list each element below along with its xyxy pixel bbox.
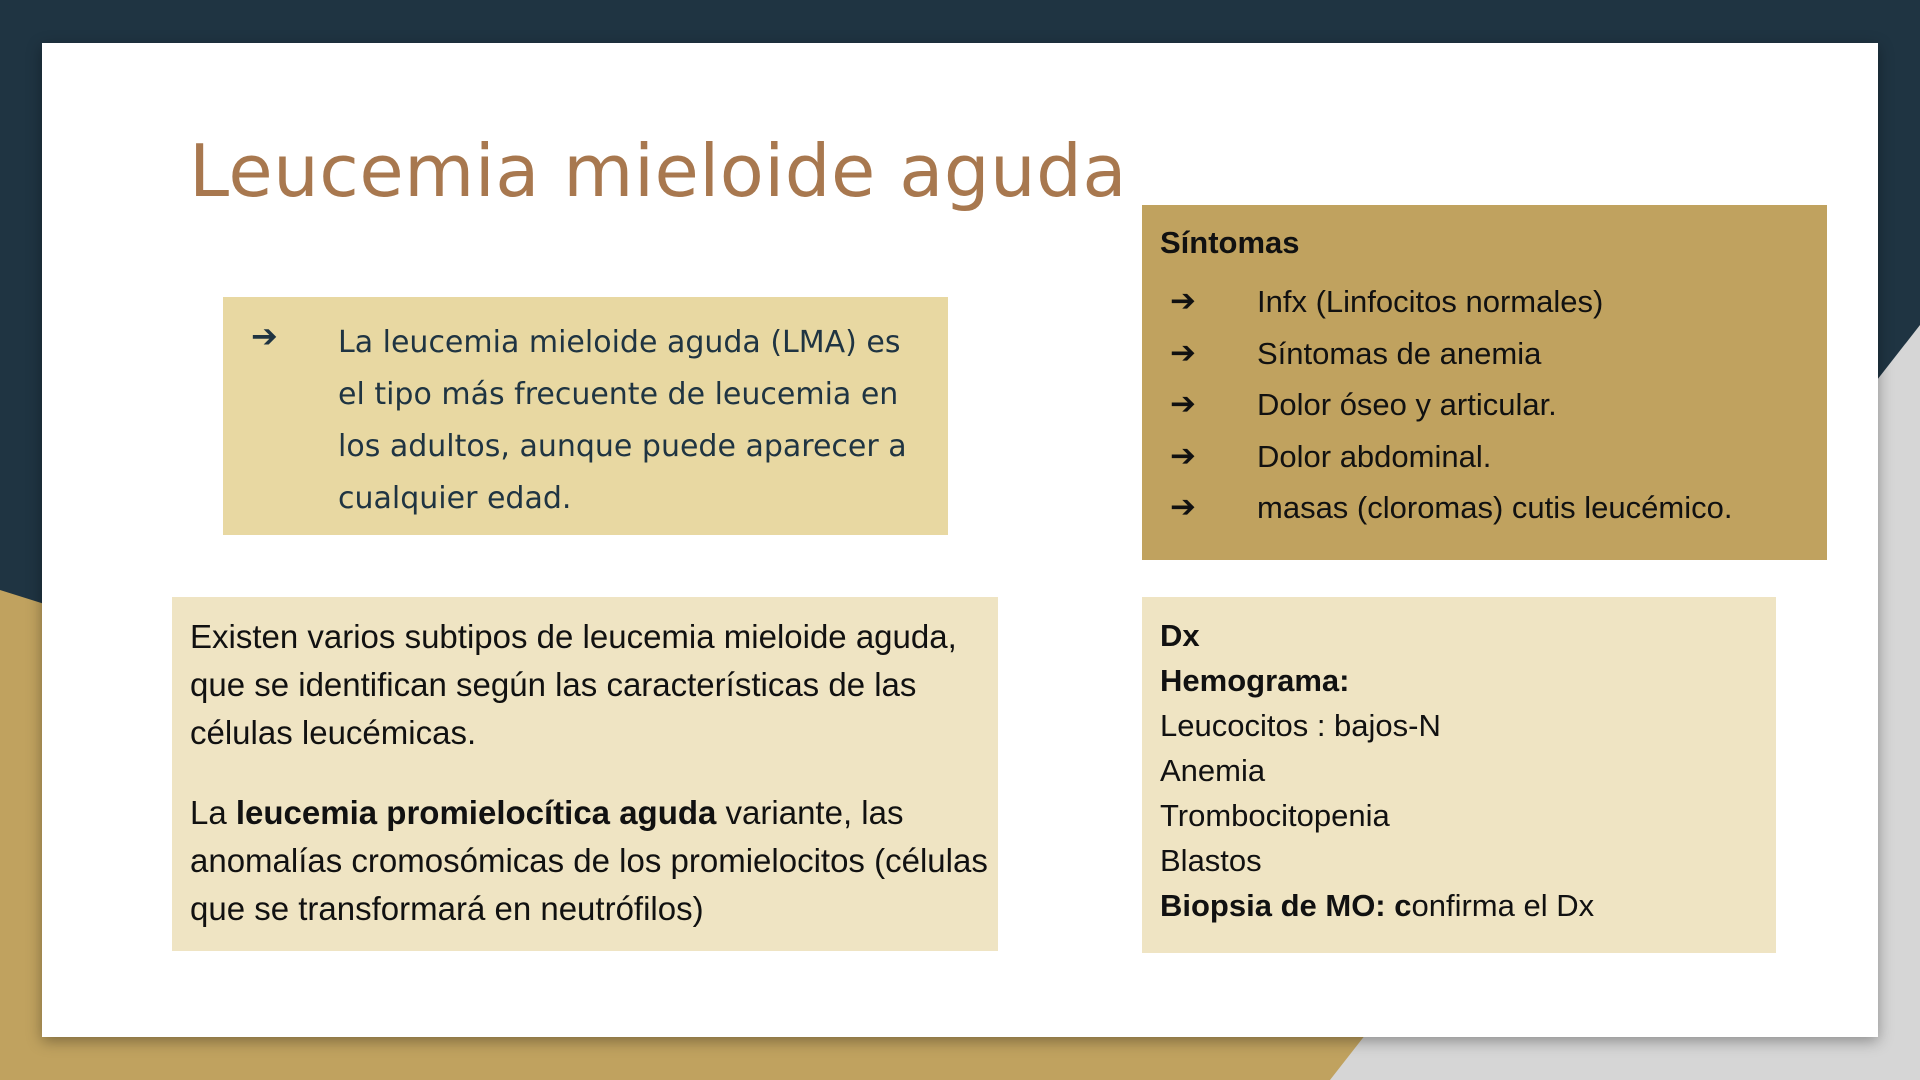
symptom-text: Dolor abdominal. (1257, 438, 1492, 474)
intro-text: La leucemia mieloide aguda (LMA) es el tipo más frecuente de leucemia en los adultos, aunque puede aparecer a cualquier edad. (338, 325, 907, 516)
biopsy-text: onfirma el Dx (1411, 888, 1595, 923)
symptom-item (1142, 386, 1827, 438)
diagnosis-line: Trombocitopenia (1160, 798, 1390, 833)
biopsy-label: Biopsia de MO: c (1160, 888, 1412, 923)
promyelocytic-term: leucemia promielocítica aguda (235, 794, 717, 831)
subtypes-box (172, 597, 998, 951)
promyelocytic-description: variante, las anomalías cromosómicas de los promielocitos (células que se transformará en neutrófilos) (190, 794, 988, 927)
symptoms-heading: Síntomas (1160, 225, 1300, 260)
symptom-text: Síntomas de anemia (1257, 335, 1542, 371)
promyelocytic-paragraph (190, 789, 990, 933)
arrow-right-icon: ➔ (1170, 489, 1196, 525)
symptom-item (1142, 335, 1827, 387)
diagnosis-lines (1160, 613, 1594, 928)
symptom-text: Infx (Linfocitos normales) (1257, 284, 1604, 319)
diagnosis-line: Anemia (1160, 753, 1266, 788)
arrow-right-icon: ➔ (1170, 334, 1196, 371)
symptom-item (1142, 283, 1827, 335)
symptom-text: Dolor óseo y articular. (1257, 387, 1557, 422)
symptoms-list (1142, 283, 1827, 541)
biopsy-line (1160, 883, 1594, 928)
diagnosis-line: Leucocitos : bajos-N (1160, 708, 1441, 743)
arrow-right-icon: ➔ (251, 317, 278, 355)
hemograma-label: Hemograma: (1160, 663, 1350, 698)
arrow-right-icon: ➔ (1170, 437, 1196, 474)
subtypes-paragraph: Existen varios subtipos de leucemia mieloide aguda, que se identifican según las características de las células leucémicas. (190, 618, 957, 751)
slide (42, 43, 1878, 1037)
symptom-item (1142, 489, 1827, 541)
slide-title: Leucemia mieloide aguda (189, 129, 1127, 213)
arrow-right-icon: ➔ (1170, 283, 1196, 319)
symptom-item (1142, 438, 1827, 490)
intro-box (223, 297, 948, 535)
arrow-right-icon: ➔ (1170, 386, 1196, 422)
symptom-text: masas (cloromas) cutis leucémico. (1257, 490, 1733, 525)
diagnosis-heading: Dx (1160, 618, 1200, 653)
promyelocytic-prefix: La (190, 794, 236, 831)
diagnosis-line: Blastos (1160, 843, 1262, 878)
symptoms-box (1142, 205, 1827, 560)
diagnosis-box (1142, 597, 1776, 953)
